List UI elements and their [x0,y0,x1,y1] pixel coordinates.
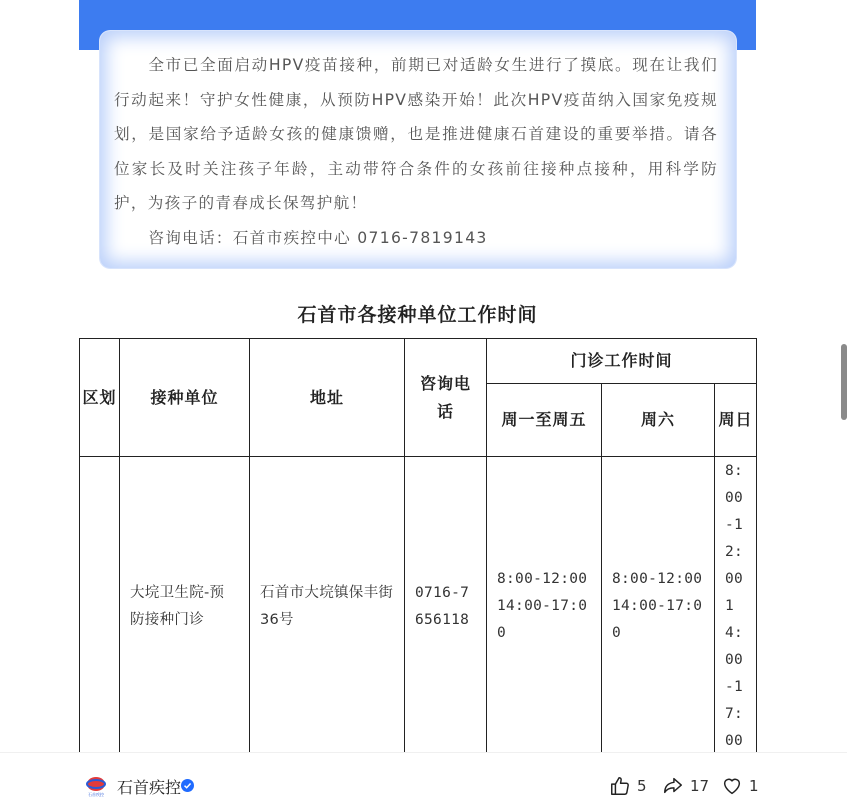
cell-saturday-hours: 8:00-12:00 14:00-17:00 [602,457,715,757]
cell-address: 石首市大垸镇保丰街36号 [250,457,405,757]
cell-phone: 0716-7656118 [405,457,487,757]
account-logo-icon[interactable] [85,775,107,797]
favorite-button[interactable] [721,775,759,797]
notice-contact: 咨询电话：石首市疾控中心 0716-7819143 [148,228,488,247]
share-arrow-icon [662,775,684,797]
header-weekday: 周一至周五 [487,384,602,457]
schedule-title: 石首市各接种单位工作时间 [297,304,538,326]
header-unit: 接种单位 [120,339,250,457]
header-sunday: 周日 [715,384,757,457]
schedule-table [79,338,757,757]
heart-icon [721,775,743,797]
notice-paragraph: 全市已全面启动HPV疫苗接种，前期已对适龄女生进行了摸底。现在让我们行动起来！守护女性健康，从预防HPV感染开始！此次HPV疫苗纳入国家免疫规划，是国家给予适龄女孩的健康馈赠，也是推进健康石首建设的重要举措。请各位家长及时关注孩子年龄，主动带符合条件的女孩前往接种点接种，用科学防护，为孩子的青春成长保驾护航！ [114,56,718,212]
header-phone: 咨询电话 [405,339,487,457]
header-district: 区划 [80,339,120,457]
account-name[interactable]: 石首疾控 [117,778,182,797]
verified-badge-icon [181,779,194,792]
thumbs-up-icon [609,775,631,797]
header-saturday: 周六 [602,384,715,457]
cell-district [80,457,120,757]
logo-caption: 石首疾控 [88,792,104,797]
table-row [80,457,757,757]
share-button[interactable] [662,775,709,797]
header-address: 地址 [250,339,405,457]
cell-weekday-hours: 8:00-12:00 14:00-17:00 [487,457,602,757]
favorite-count: 1 [749,777,759,795]
bottom-action-bar [0,752,847,811]
notice-card [100,31,736,268]
cell-unit: 大垸卫生院-预防接种门诊 [120,457,250,757]
scrollbar-thumb[interactable] [841,344,847,420]
header-hours-group: 门诊工作时间 [487,339,757,384]
like-button[interactable] [609,775,647,797]
like-count: 5 [637,777,647,795]
cell-sunday-hours: 8:00-12:00 14:00-17:00 [715,457,757,757]
share-count: 17 [690,777,710,795]
